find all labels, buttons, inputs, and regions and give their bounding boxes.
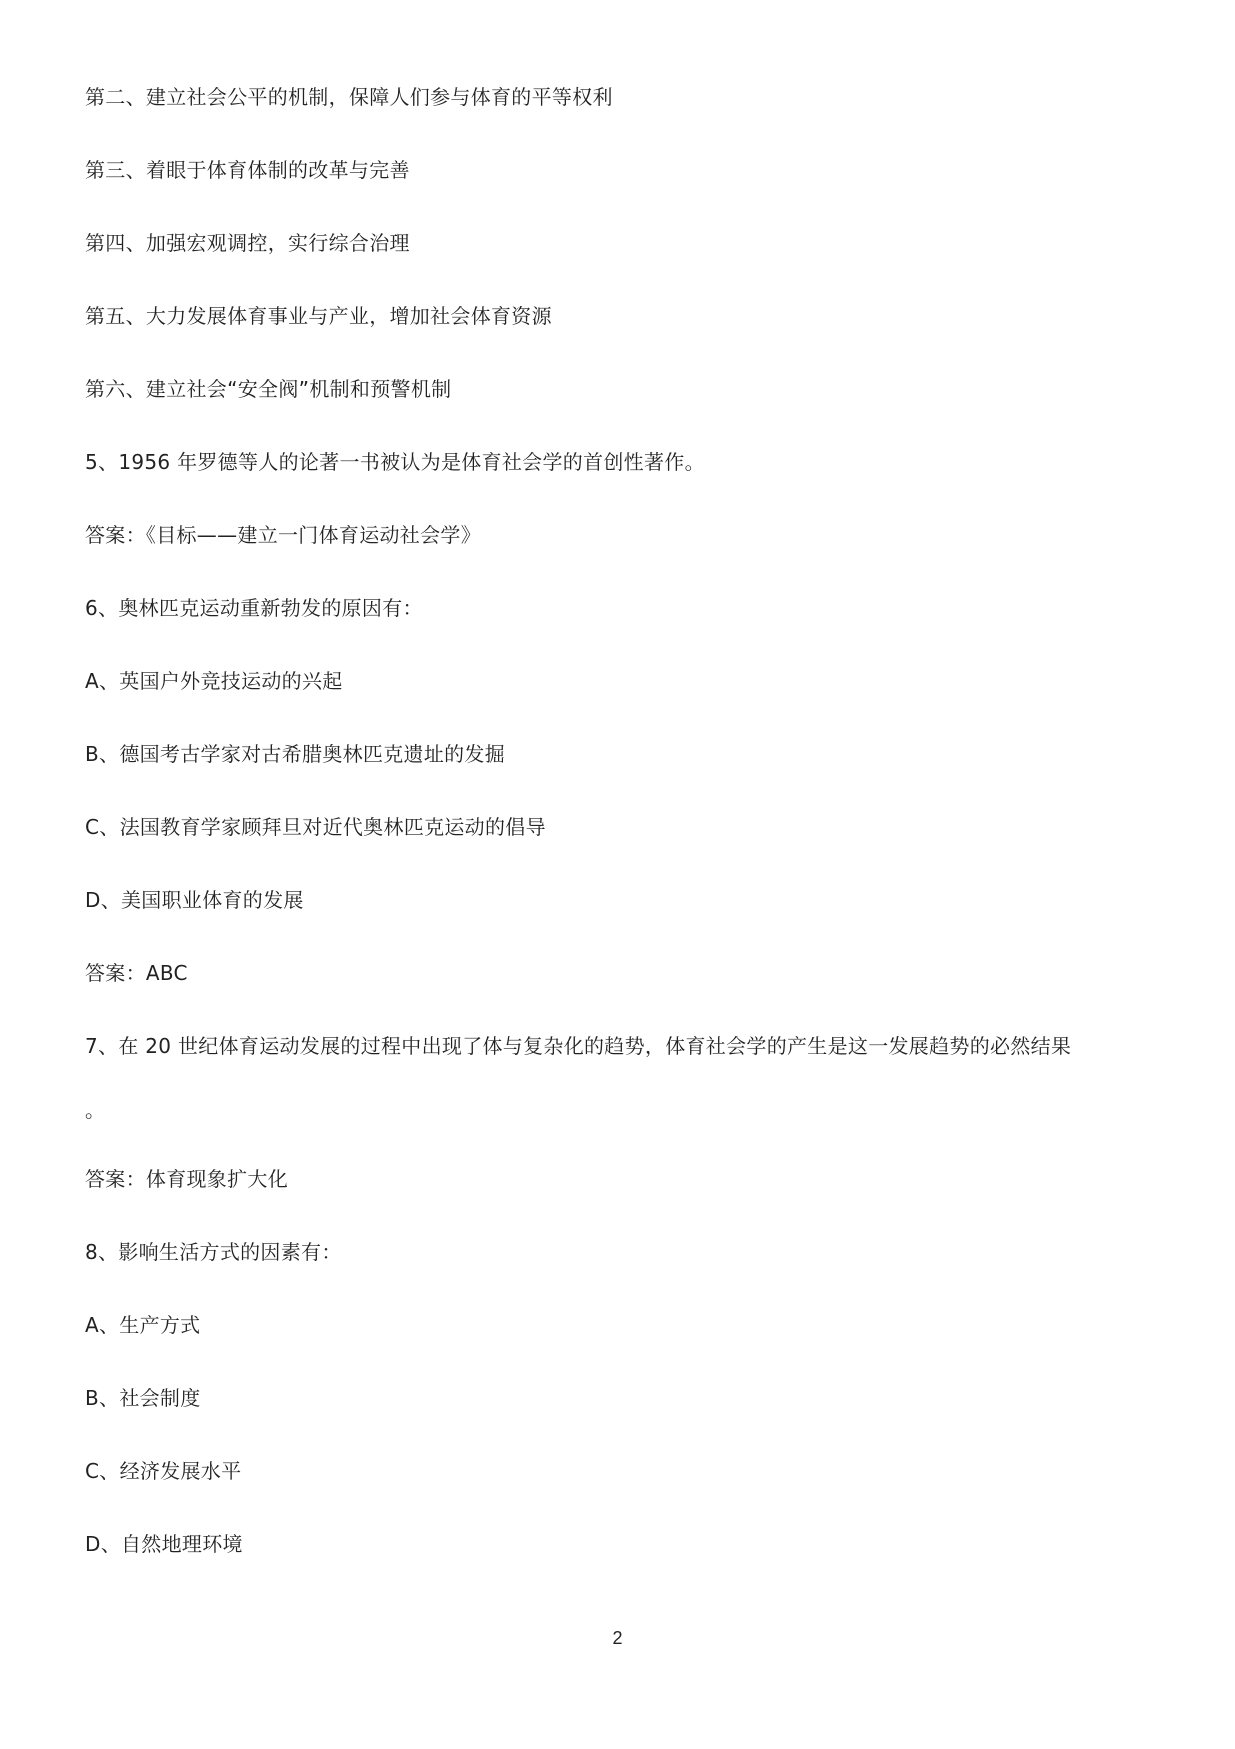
question-5: 5、1956 年罗德等人的论著一书被认为是体育社会学的首创性著作。 <box>85 450 705 474</box>
text-line: 第四、加强宏观调控，实行综合治理 <box>85 231 410 255</box>
answer-7: 答案：体育现象扩大化 <box>85 1167 288 1191</box>
option-b: B、社会制度 <box>85 1386 201 1410</box>
answer-6: 答案：ABC <box>85 961 188 985</box>
option-c: C、经济发展水平 <box>85 1459 242 1483</box>
option-b: B、德国考古学家对古希腊奥林匹克遗址的发掘 <box>85 742 506 766</box>
text-line: 第六、建立社会“安全阀”机制和预警机制 <box>85 377 452 401</box>
question-7: 7、在 20 世纪体育运动发展的过程中出现了体与复杂化的趋势，体育社会学的产生是这一发展趋势的必然结果 <box>85 1034 1072 1058</box>
option-d: D、自然地理环境 <box>85 1532 243 1556</box>
option-a: A、生产方式 <box>85 1313 201 1337</box>
question-6: 6、奥林匹克运动重新勃发的原因有： <box>85 596 423 620</box>
page-number: 2 <box>612 1628 623 1648</box>
question-7-continuation: 。 <box>85 1098 106 1122</box>
question-8: 8、影响生活方式的因素有： <box>85 1240 342 1264</box>
option-c: C、法国教育学家顾拜旦对近代奥林匹克运动的倡导 <box>85 815 546 839</box>
option-d: D、美国职业体育的发展 <box>85 888 304 912</box>
text-line: 第五、大力发展体育事业与产业，增加社会体育资源 <box>85 304 552 328</box>
option-a: A、英国户外竞技运动的兴起 <box>85 669 343 693</box>
text-line: 第二、建立社会公平的机制，保障人们参与体育的平等权利 <box>85 85 613 109</box>
answer-5: 答案：《目标——建立一门体育运动社会学》 <box>85 523 481 547</box>
text-line: 第三、着眼于体育体制的改革与完善 <box>85 158 410 182</box>
